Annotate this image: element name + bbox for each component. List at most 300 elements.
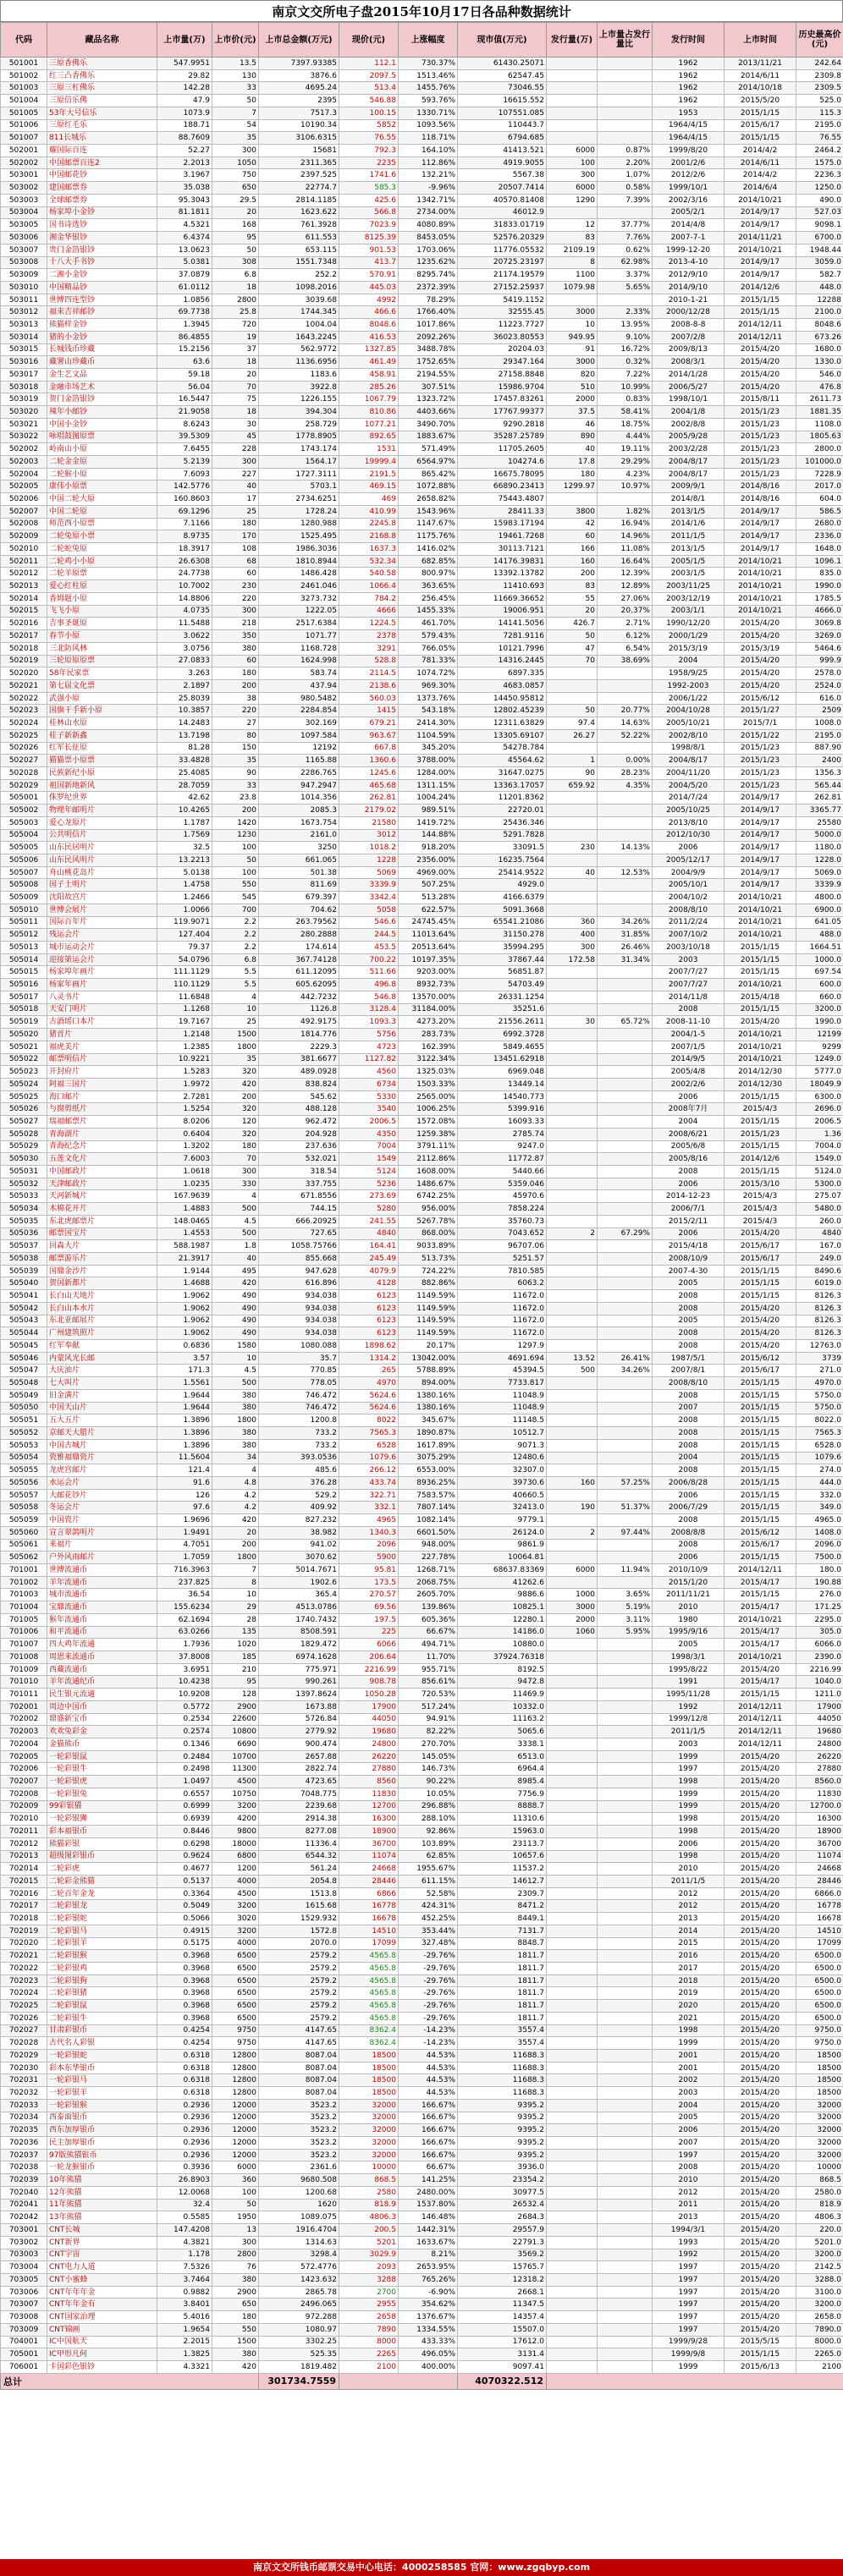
table-cell: 八灵书片 [47,991,157,1003]
table-cell: 62.98% [598,256,653,269]
table-cell: 2007/1/5 [653,1041,725,1053]
table-cell: 35 [212,755,259,767]
table-cell: 2004 [653,1116,725,1129]
table-cell: 11300 [212,1763,259,1776]
table-cell: 武强小原 [47,692,157,705]
table-cell: 91 [547,343,598,356]
table-cell: 5236 [339,1178,399,1190]
table-cell: 2002 [653,2074,725,2087]
table-cell: 702024 [1,1987,47,2000]
table-cell: 701001 [1,1563,47,1576]
table-row [1,2224,843,2237]
table-cell: 6544.32 [259,1850,339,1863]
table-cell: 360 [212,2174,259,2187]
table-cell: 3012 [339,829,399,842]
table-cell: 12288 [796,294,843,306]
table-cell: 40 [212,481,259,493]
table-cell: 35.038 [157,182,212,195]
table-cell: 275.07 [796,1190,843,1203]
table-cell: 502021 [1,679,47,692]
table-cell: 206.64 [339,1651,399,1664]
table-cell: 2015/1/15 [725,1003,796,1016]
table-cell: 2014/9/17 [725,816,796,829]
table-cell: 2015/4/20 [725,1340,796,1353]
table-cell: 495 [212,1265,259,1277]
table-cell: 4.8 [212,1476,259,1489]
table-row [1,1539,843,1552]
table-cell: 2.2 [212,942,259,954]
table-cell: 513.73% [399,1253,458,1266]
table-cell: 505033 [1,1190,47,1203]
table-cell: 1079.98 [547,281,598,294]
table-cell: 6564.97% [399,456,458,469]
table-cell: 29.82 [157,69,212,82]
table-cell: 579.43% [399,630,458,643]
table-header [1,23,843,58]
table-cell: 邮票游乐片 [47,1253,157,1266]
table-cell [547,1153,598,1166]
table-cell: 2015/1/15 [725,1389,796,1402]
table-cell: 7858.224 [458,1203,547,1216]
column-header: 发行时间 [653,23,725,58]
table-cell: 32000 [339,2112,399,2124]
table-cell: 702009 [1,1800,47,1813]
table-cell: 766.05% [399,642,458,655]
table-cell: 2015/1/15 [725,1514,796,1527]
table-row [1,555,843,568]
table-row [1,717,843,730]
table-cell: 2015/6/17 [725,1539,796,1552]
table-cell: 1455.33% [399,605,458,618]
table-cell: 1126.8 [259,1003,339,1016]
table-cell: 703004 [1,2261,47,2274]
table-cell: 15681 [259,145,339,157]
table-cell: 9203.00% [399,966,458,979]
table-cell: 湘金华银钞 [47,232,157,244]
table-cell: 6800 [212,1850,259,1863]
table-cell: 2015/4/20 [725,2323,796,2336]
table-cell: 28446 [339,1875,399,1887]
table-cell: 21580 [339,816,399,829]
table-cell: 562.9772 [259,343,339,356]
table-cell: 503001 [1,169,47,182]
table-cell: 8087.04 [259,2062,339,2074]
table-cell: 1608.00% [399,1165,458,1178]
table-cell: 1987/5/1 [653,1352,725,1365]
table-cell: 7565.3 [339,1427,399,1440]
table-cell: 332.1 [339,1502,399,1514]
table-cell: 1811.7 [458,2012,547,2024]
table-cell: 4695.24 [259,82,339,95]
table-cell: 2003 [653,2087,725,2100]
table-cell: 501001 [1,58,47,70]
table-cell: 8277.08 [259,1826,339,1838]
table-cell: 0.1346 [157,1738,212,1751]
table-cell: 14540.773 [458,1090,547,1103]
table-cell: 546.0 [796,368,843,381]
table-cell [598,1277,653,1290]
table-row [1,2050,843,2062]
table-cell: 702035 [1,2124,47,2137]
table-cell: 1.5561 [157,1377,212,1390]
table-cell: 2097.5 [339,69,399,82]
table-cell [598,1402,653,1414]
table-cell: 2194.55% [399,368,458,381]
table-cell: 13.7198 [157,729,212,742]
table-cell: 437.94 [259,679,339,692]
table-cell: 1916.4704 [259,2224,339,2237]
table-cell: 中国二轮原 [47,505,157,518]
table-cell: 702015 [1,1875,47,1887]
table-cell: 50 [212,2199,259,2211]
table-cell: 1.7569 [157,829,212,842]
table-cell: 3.263 [157,667,212,680]
table-cell: 550 [212,2323,259,2336]
table-row [1,1601,843,1614]
table-cell: 949.95 [547,331,598,343]
table-cell: 4500 [212,1887,259,1900]
table-cell: 147.4208 [157,2224,212,2237]
table-cell: 17.8 [547,456,598,469]
table-row [1,605,843,618]
table-cell: 3523.2 [259,2137,339,2150]
table-cell: CNT年年年金 [47,2286,157,2299]
table-cell: 47.9 [157,95,212,107]
table-cell [598,1689,653,1701]
table-cell: 505023 [1,1066,47,1079]
table-cell: 国鼎金沙片 [47,1265,157,1277]
table-cell: 6500.0 [796,1987,843,2000]
table-cell: 420 [212,1078,259,1090]
table-cell: 1551.7348 [259,256,339,269]
table-cell: 29 [212,1601,259,1614]
table-cell [547,1489,598,1502]
table-cell: 237.825 [157,1576,212,1589]
table-cell: 城市流通币 [47,1589,157,1601]
table-cell: 8848.7 [458,1937,547,1950]
table-cell: 424.31% [399,1900,458,1913]
table-cell: 570.91 [339,269,399,282]
table-cell: 6700.0 [796,232,843,244]
table-cell [598,1053,653,1066]
table-cell: 卡国彩色银钞 [47,2360,157,2373]
table-cell: 彩本东华银币 [47,2062,157,2074]
table-row [1,642,843,655]
table-cell: 2012/9/10 [653,269,725,282]
table-cell: 465.68 [339,779,399,792]
table-cell: 4565.8 [339,2012,399,2024]
table-cell: 1999 [653,1800,725,1813]
table-cell: 540.58 [339,568,399,580]
table-cell [598,2211,653,2224]
table-cell: 4840 [796,1228,843,1240]
table-cell: 6500.0 [796,1975,843,1987]
table-cell: 4.0735 [157,605,212,618]
table-cell: 1995/8/22 [653,1663,725,1676]
table-cell: 6866.0 [796,1887,843,1900]
table-cell: 10750 [212,1788,259,1800]
table-cell: 1811.7 [458,1962,547,1975]
table-cell: 593.76% [399,95,458,107]
table-cell: 2015/4/20 [725,1975,796,1987]
table-cell: 2015/1/15 [725,942,796,954]
table-cell [598,892,653,904]
table-cell: 19 [212,331,259,343]
table-cell: 2014/9/17 [725,505,796,518]
table-cell: 702001 [1,1700,47,1713]
table-cell: 34.26% [598,916,653,929]
table-cell: 130 [212,69,259,82]
table-cell: 5300.0 [796,1178,843,1190]
table-cell: 701002 [1,1576,47,1589]
table-cell: 10.4265 [157,805,212,817]
table-cell: 35287.25789 [458,431,547,443]
table-row [1,1066,843,1079]
table-cell: 2.2 [212,916,259,929]
table-cell: 300 [212,145,259,157]
table-cell: 8000 [339,2336,399,2348]
table-cell: 一轮彩银牛 [47,1763,157,1776]
table-cell: 2008 [653,1165,725,1178]
table-cell [598,1800,653,1813]
table-row [1,2000,843,2013]
table-cell: 244.5 [339,929,399,942]
table-cell: 659.92 [547,779,598,792]
table-cell: 2378 [339,630,399,643]
table-cell: 354.62% [399,2299,458,2311]
table-cell: 55 [547,592,598,605]
table-cell: 510 [547,381,598,393]
table-cell: 1080.97 [259,2323,339,2336]
table-cell: 775.971 [259,1663,339,1676]
table-cell: 507.25% [399,879,458,892]
table-cell: 8471.2 [458,1900,547,1913]
table-cell: 502019 [1,655,47,667]
table-cell: 180 [212,2311,259,2324]
table-cell: 2015/4/17 [725,1576,796,1589]
table-cell: 503022 [1,431,47,443]
table-cell: 2003/11/25 [653,580,725,593]
table-cell: 500 [212,1203,259,1216]
table-cell: 103.89% [399,1837,458,1850]
table-cell: 2015/4/20 [725,1950,796,1963]
table-cell: 2015/1/15 [725,132,796,145]
table-cell: 1902.6 [259,1576,339,1589]
table-cell: 505018 [1,1003,47,1016]
table-cell: 409.92 [259,1502,339,1514]
table-cell: 502028 [1,766,47,779]
table-row [1,1240,843,1253]
table-cell: 一轮彩银狮 [47,1813,157,1826]
table-cell: 3029.9 [339,2249,399,2261]
table-cell [547,966,598,979]
table-cell: 9.10% [598,331,653,343]
table-cell: 山东民风明片 [47,854,157,867]
table-cell: 2007/7/27 [653,966,725,979]
table-cell: 中国邮花钞 [47,169,157,182]
table-cell: 3342.4 [339,892,399,904]
table-cell: 100.15 [339,107,399,119]
table-cell: 1680.0 [796,343,843,356]
table-cell: 11410.693 [458,580,547,593]
table-cell: 2085.3 [259,805,339,817]
table-cell: 2.71% [598,618,653,630]
table-cell: 10190.34 [259,119,339,132]
table-cell: 180 [212,518,259,530]
table-row [1,1103,843,1116]
table-cell: 2015/1/23 [725,418,796,431]
table-cell: 3339.9 [339,879,399,892]
table-cell [598,879,653,892]
table-cell: 1268.71% [399,1563,458,1576]
table-cell: 52.27 [157,145,212,157]
table-cell: 322.71 [339,1489,399,1502]
table-cell [598,2174,653,2187]
table-cell: 1408.0 [796,1526,843,1539]
table-cell: 大庆油片 [47,1365,157,1377]
table-cell [547,1066,598,1079]
table-cell: 2014/10/21 [725,892,796,904]
table-cell: 藏署山珍藏币 [47,356,157,369]
table-cell: 0.5585 [157,2211,212,2224]
table-cell: 2216.99 [339,1663,399,1676]
table-cell: 86.4855 [157,331,212,343]
table-cell: 4 [212,1190,259,1203]
table-cell: 9472.8 [458,1676,547,1689]
table-cell: 2.2013 [157,157,212,169]
table-cell: 一轮彩银猴 [47,2099,157,2112]
table-row [1,2348,843,2361]
table-cell: 25580 [796,816,843,829]
table-cell: 6000 [547,145,598,157]
table-cell: 1050.28 [339,1689,399,1701]
table-cell: 300 [212,2236,259,2249]
table-cell: 2015/1/22 [725,729,796,742]
table-cell: 2004/8/17 [653,456,725,469]
table-cell: 10.99% [598,381,653,393]
table-cell [598,792,653,805]
table-cell: 沈阳故宫片 [47,892,157,904]
table-cell: 641.05 [796,916,843,929]
table-cell: 福来吉祥邮钞 [47,306,157,319]
table-cell: 500 [212,1377,259,1390]
table-cell: 山东民居明片 [47,842,157,854]
table-cell: 19680 [796,1726,843,1738]
table-cell [598,1215,653,1228]
table-cell: 2014/10/21 [725,580,796,593]
table-cell: 502020 [1,667,47,680]
table-cell: 52.22% [598,729,653,742]
table-cell [598,1327,653,1340]
table-cell: 502018 [1,642,47,655]
table-cell: 青海湖片 [47,1128,157,1140]
table-cell: 197.5 [339,1613,399,1626]
table-cell: 17900 [339,1700,399,1713]
table-cell: 26.8903 [157,2174,212,2187]
table-cell: 2015/4/20 [725,1800,796,1813]
table-cell: 300 [212,1165,259,1178]
table-cell: 6123 [339,1327,399,1340]
table-cell: 97.6 [157,1502,212,1514]
table-cell: 2007/8/1 [653,1365,725,1377]
table-cell: 12000 [212,2124,259,2137]
table-cell: 682.85% [399,555,458,568]
table-cell: 2015/4/20 [725,1813,796,1826]
table-cell: 2015/4/20 [725,2149,796,2161]
table-row [1,2299,843,2311]
table-cell: 2015/4/20 [725,1302,796,1315]
table-cell: 502003 [1,456,47,469]
table-cell: 73046.55 [458,82,547,95]
table-cell: 2006/8/28 [653,1476,725,1489]
table-cell: 100 [547,157,598,169]
table-cell [547,1215,598,1228]
table-cell: 猫猫票小原票 [47,755,157,767]
table-cell: 6123 [339,1290,399,1303]
table-cell: 132.21% [399,169,458,182]
table-cell: 11048.9 [458,1389,547,1402]
table-cell: 26331.1254 [458,991,547,1003]
table-cell: 2195.0 [796,729,843,742]
table-cell: 0.3936 [157,2161,212,2174]
table-cell [547,2112,598,2124]
table-cell: 1228 [339,854,399,867]
table-cell: 63.0266 [157,1626,212,1639]
table-cell: 长城钱币珍藏 [47,343,157,356]
table-cell: 4080.89% [399,219,458,232]
table-cell: 2579.2 [259,1962,339,1975]
table-cell: 13570.00% [399,991,458,1003]
table-cell: 1060 [547,1626,598,1639]
table-cell: 14316.2445 [458,655,547,667]
table-cell: 1222.05 [259,605,339,618]
table-cell: 2015/1/15 [725,306,796,319]
table-cell: 27158.8848 [458,368,547,381]
table-cell: 948.00% [399,1539,458,1552]
table-cell [598,1837,653,1850]
table-cell: 488.0 [796,929,843,942]
table-cell: 11074 [339,1850,399,1863]
table-cell: 947.2947 [259,779,339,792]
table-cell: CNT年年金有 [47,2299,157,2311]
table-cell: 2014/8/1 [653,493,725,506]
table-row [1,1464,843,1477]
table-cell: 14.13% [598,842,653,854]
table-cell: 702018 [1,1913,47,1925]
table-cell: 1.5283 [157,1066,212,1079]
table-cell [547,2087,598,2100]
table-cell: 720.53% [399,1689,458,1701]
table-cell: 1.3896 [157,1427,212,1440]
table-cell: 44.53% [399,2062,458,2074]
table-cell: 148.0465 [157,1215,212,1228]
table-cell: 1575.0 [796,157,843,169]
table-cell: 1000 [547,1589,598,1601]
table-cell: 882.86% [399,1277,458,1290]
table-cell [547,2273,598,2286]
table-cell: 703005 [1,2273,47,2286]
table-cell: 3039.68 [259,294,339,306]
table-cell [598,2124,653,2137]
table-cell [598,2062,653,2074]
table-cell: 2015/6/17 [725,1253,796,1266]
table-cell: 12.39% [598,568,653,580]
table-cell: 桂林山水原 [47,717,157,730]
table-cell: 16.64% [598,555,653,568]
table-cell: 1149.59% [399,1302,458,1315]
table-cell: 750 [212,169,259,182]
table-row [1,2124,843,2137]
